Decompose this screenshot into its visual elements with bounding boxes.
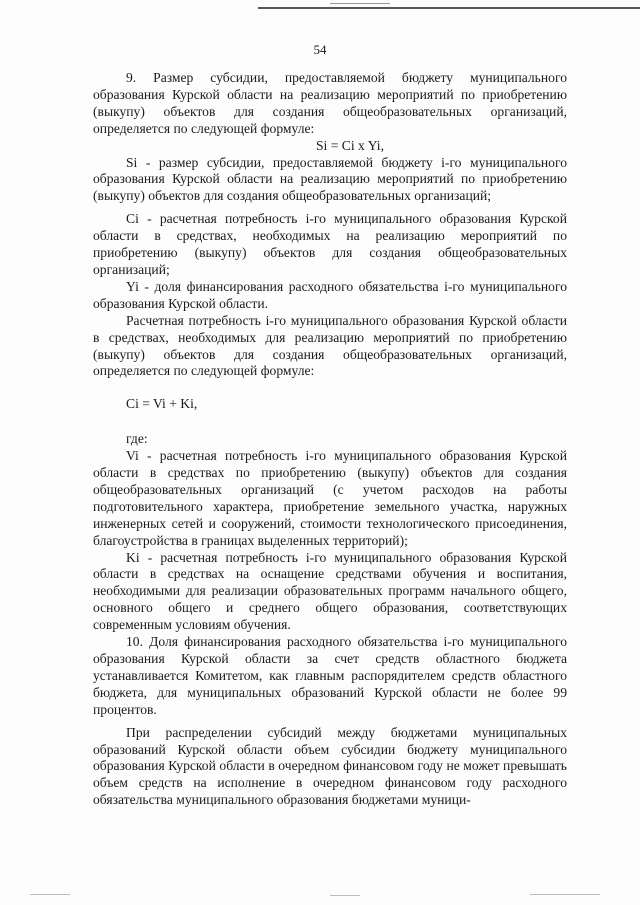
paragraph-ci-calc: Расчетная потребность i-го муниципального образования Курской области в средствах, необходимых для реализацию мероприятий по приобретению (выкупу) объектов для создания общеобразовательных организаций, определяется по следующей формуле: <box>93 312 567 379</box>
paragraph-distribution: При распределении субсидий между бюджетами муниципальных образований Курской области объем субсидии бюджету муниципального образования Курской области в очередном финансовом году не может превышать объем средств на исполнение в очередном финансовом году расходного обязательства муниципального образования бюджетами муници- <box>93 724 567 808</box>
definition-ci: Ci - расчетная потребность i-го муниципального образования Курской области в средствах, необходимых на реализацию мероприятий по приобретению (выкупу) объектов для создания общеобразовательных организаций; <box>93 211 567 277</box>
formula-ci: Ci = Vi + Ki, <box>126 396 198 412</box>
scan-mark <box>330 895 360 896</box>
definition-vi: Vi - расчетная потребность i-го муниципального образования Курской области в средствах по приобретению (выкупу) объектов для создания общеобразовательных организаций (с учетом расходов на работы подготовительного характера, приобретение земельного участка, наружных инженерных сетей и сооружений, стоимости технологического присоединения, благоустройства в границах выделенных территорий); <box>93 448 567 548</box>
page-number: 54 <box>313 42 327 57</box>
body-text <box>93 70 567 809</box>
top-rule <box>258 7 640 9</box>
paragraph-9: 9. Размер субсидии, предоставляемой бюджету муниципального образования Курской области на реализацию мероприятий по приобретению (выкупу) объектов для создания общеобразовательных организаций, определяется по следующей формуле: <box>93 70 567 136</box>
definition-si: Si - размер субсидии, предоставляемой бюджету i-го муниципального образования Курской области на реализацию мероприятий по приобретению (выкупу) объектов для создания общеобразовательных организаций; <box>93 154 567 204</box>
definition-ki: Ki - расчетная потребность i-го муниципального образования Курской области в средствах на оснащение средствами обучения и воспитания, необходимыми для реализации образовательных программ начального общего, основного общего и среднего общего образования, соответствующих современным условиям обучения. <box>93 549 567 633</box>
where-label: где: <box>126 431 148 447</box>
formula-si: Si = Ci x Yi, <box>316 137 384 153</box>
top-rule-tick <box>330 3 390 4</box>
scan-mark <box>530 894 600 895</box>
definition-yi: Yi - доля финансирования расходного обязательства i-го муниципального образования Курской области. <box>93 278 567 311</box>
scan-bottom-marks <box>30 893 610 897</box>
scan-mark <box>30 894 70 895</box>
paragraph-10: 10. Доля финансирования расходного обязательства i-го муниципального образования Курской области за счет средств областного бюджета устанавливается Комитетом, как главным распорядителем средств областного бюджета, для муниципальных образований Курской области не более 99 процентов. <box>93 634 567 717</box>
